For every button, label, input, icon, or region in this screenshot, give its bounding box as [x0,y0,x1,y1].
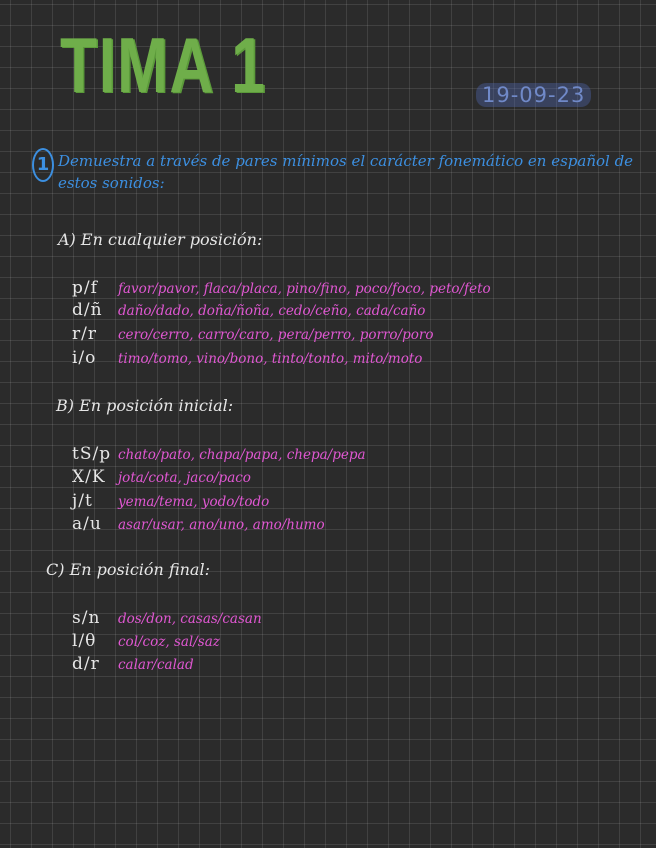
pair-row [72,324,433,346]
pair-examples: daño/dado, doña/ñoña, cedo/ceño, cada/caño [118,303,426,319]
section-b-heading: B) En posición inicial: [56,396,234,415]
pair-label: tS/p [72,444,112,464]
pair-label: j/t [72,491,93,511]
pair-examples: asar/usar, ano/uno, amo/humo [118,517,325,533]
pair-label: X/K [72,467,106,487]
pair-examples: favor/pavor, flaca/placa, pino/fino, poco/foco, peto/feto [118,281,491,297]
pair-examples: chato/pato, chapa/papa, chepa/pepa [118,447,366,463]
pair-label: p/f [72,278,98,298]
pair-row [72,514,325,536]
pair-row [72,608,262,630]
pair-label: d/r [72,654,100,674]
pair-row [72,300,425,322]
pair-examples: calar/calad [118,657,194,673]
section-c-heading: C) En posición final: [46,560,210,579]
pair-examples: yema/tema, yodo/todo [118,494,270,510]
pair-examples: timo/tomo, vino/bono, tinto/tonto, mito/moto [118,351,423,367]
page-title: TIMA 1 [60,21,267,109]
pair-row [72,278,491,300]
pair-examples: col/coz, sal/saz [118,634,220,650]
pair-row [72,491,269,513]
pair-row [72,444,366,466]
pair-label: a/u [72,514,102,534]
pair-row [72,631,220,653]
pair-row [72,348,422,370]
pair-label: l/θ [72,631,97,651]
pair-examples: dos/don, casas/casan [118,611,262,627]
pair-row [72,654,194,676]
question-number-badge: 1 [32,148,54,182]
date-label: 19-09-23 [476,83,591,107]
question-text: Demuestra a través de pares mínimos el carácter fonemático en español de estos sonidos: [58,152,634,192]
pair-row [72,467,251,489]
section-a-heading: A) En cualquier posición: [58,230,263,249]
pair-examples: cero/cerro, carro/caro, pera/perro, porro/poro [118,327,434,343]
pair-label: i/o [72,348,97,368]
pair-examples: jota/cota, jaco/paco [118,470,251,486]
pair-label: d/ñ [72,300,103,320]
pair-label: s/n [72,608,101,628]
pair-label: r/r [72,324,97,344]
